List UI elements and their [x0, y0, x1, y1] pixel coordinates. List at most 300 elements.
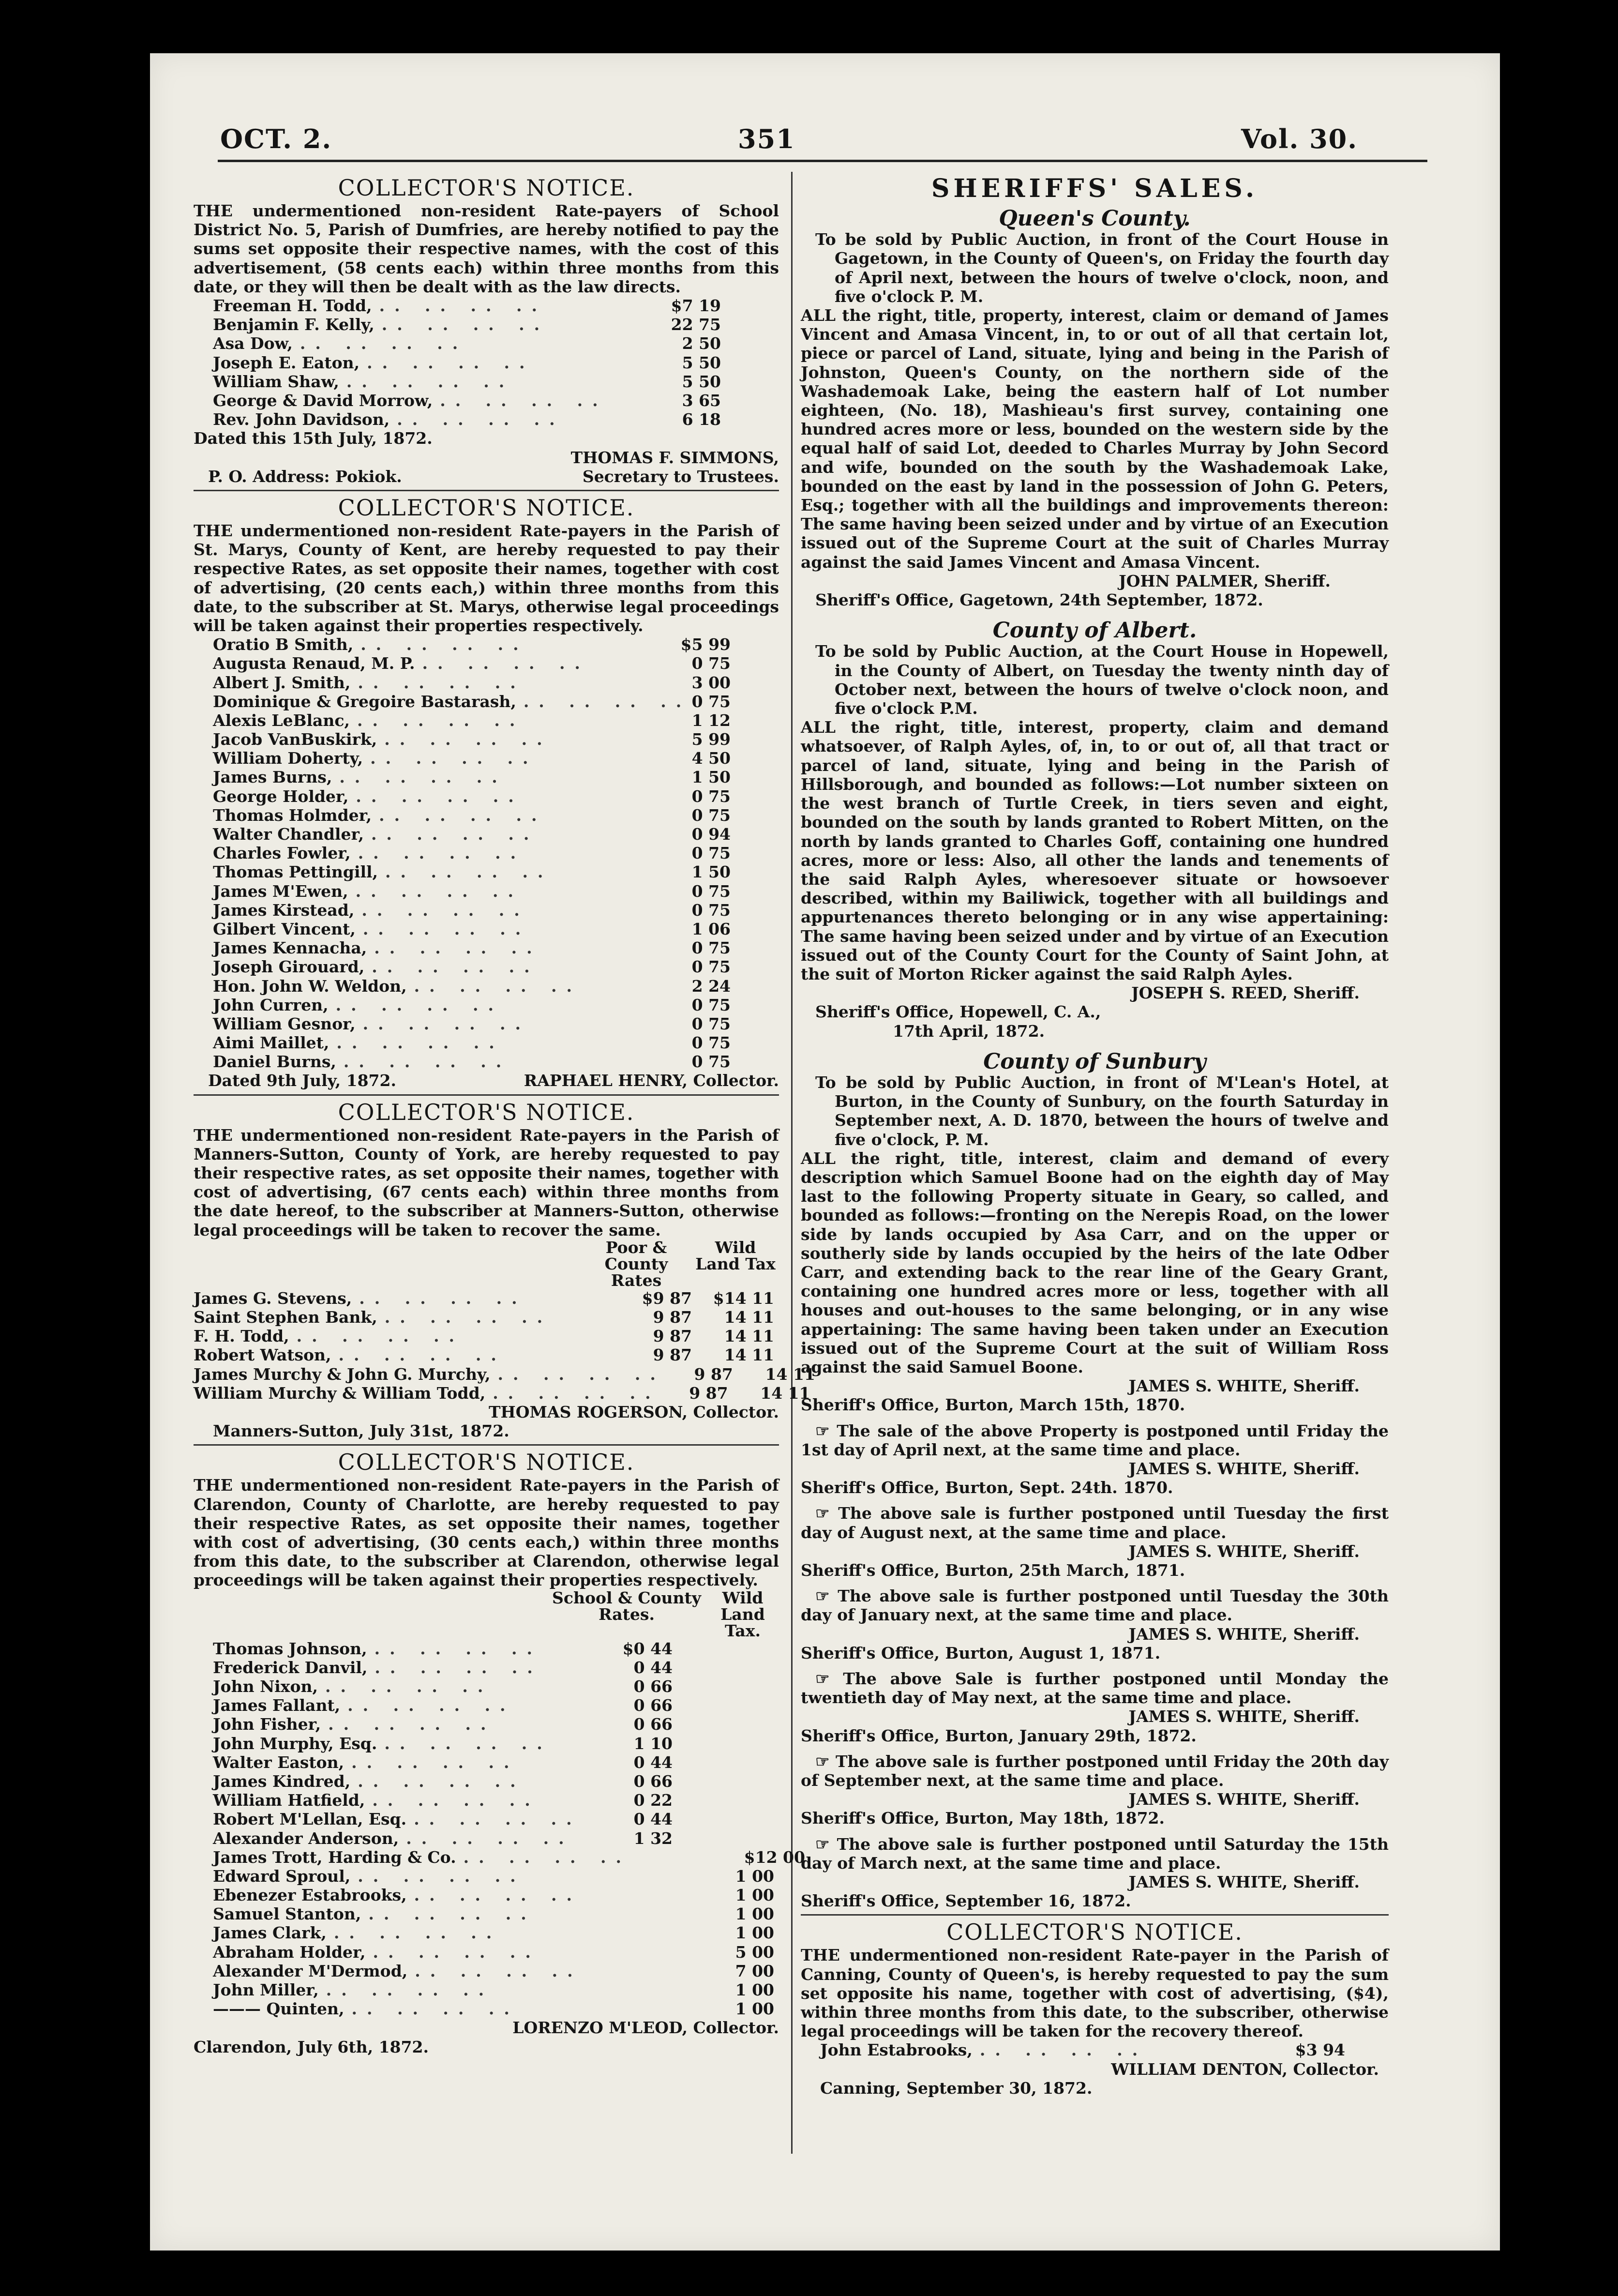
table-row [194, 1345, 774, 1364]
ratepayer-name: George & David Morrow, [213, 391, 433, 410]
ratepayer-name: Charles Fowler, [213, 844, 351, 863]
rates-heading [547, 1590, 706, 1639]
leader-dots: .. .. .. .. [362, 919, 531, 938]
sale-body: ALL the right, title, interest, property, claim and demand whatsoever, of Ralph Ayles, of, in, to or out of, all that tract or parcel of land, situate, lying and being in the Parish of Hillsborough, and bounded as follows:—Lot number sixteen on the west branch of Turtle Creek, in tiers seven and eight, bounded on the south by lands granted to Robert Mitten, on the north by lands granted to Charles Goff, containing one hundred acres, more or less: Also, all other the lands and tenements of the said Ralph Ayles, wheresoever situate or howsoever described, within my Bailiwick, together with all buildings and appurtenances thereto belonging or in any wise appertaining: The same having been seized under and by virtue of an Execution issued out of the County Court for the County of Saint John, at the suit of Morton Ricker against the said Ralph Ayles. [801, 718, 1389, 983]
ratepayer-name: James Kennacha, [213, 938, 367, 958]
ratepayer-land-tax: $12 00 [744, 1847, 805, 1867]
ratepayer-land-tax: 5 00 [735, 1942, 774, 1962]
sale-body: ALL the right, title, property, interest, claim or demand of James Vincent and Amasa Vincent, in, to or out of all that certain lot, piece or parcel of Land, situate, lying and being in the Parish of Johnston, Queen's County, on the northern side of the Washademoak Lake, being the eastern half of Lot number eighteen, (No. 18), Mashieau's first survey, containing one hundred acres more or less, bounded on the western side by the equal half of said Lot, deeded to Charles Murray by John Secord and wife, bounded on the south by the Washademoak Lake, bounded on the east by land in the possession of John G. Peters, Esq.; together with all the buildings and improvements thereon: The same having been seized under and by virtue of an Execution issued out of the Supreme Court at the suit of Charles Murray against the said James Vincent and Amasa Vincent. [801, 306, 1389, 572]
tax-heading [692, 1239, 779, 1289]
sheriff-office: Sheriff's Office, Burton, 25th March, 1871. [801, 1561, 1185, 1580]
leader-dots: .. .. .. .. [300, 334, 468, 353]
ratepayer-name: James M'Ewen, [213, 881, 348, 901]
postponement-notice [801, 1586, 1389, 1662]
ratepayer-rates: 0 44 [633, 1810, 673, 1829]
ratepayer-land-tax: 1 00 [735, 1904, 774, 1924]
sheriff-signature: JAMES S. WHITE, Sheriff. [1128, 1624, 1360, 1644]
notice-dated: Clarendon, July 6th, 1872. [194, 2037, 429, 2056]
notice-signer: LORENZO M'LEOD, Collector. [512, 2018, 779, 2038]
pointing-hand-icon: ☞ [815, 1504, 830, 1523]
ratepayer-name: Saint Stephen Bank, [194, 1308, 377, 1327]
ratepayer-rates: $9 87 [642, 1288, 692, 1308]
sheriffs-sales-title: SHERIFFS' SALES. [931, 174, 1258, 203]
ratepayer-rates: 0 22 [633, 1791, 673, 1810]
leader-dots: .. .. .. .. [523, 692, 691, 711]
ratepayer-name: Abraham Holder, [213, 1942, 366, 1962]
table-row [213, 1658, 774, 1677]
collector-notice-clarendon [194, 1449, 805, 2056]
ratepayer-name: Augusta Renaud, M. P. [213, 654, 415, 673]
table-row [213, 334, 721, 353]
ratepayer-rates: 1 10 [633, 1734, 673, 1753]
leader-dots: .. .. .. .. [343, 1052, 511, 1072]
table-row [213, 1847, 805, 1867]
table-row [213, 1923, 774, 1942]
table-row [194, 1289, 774, 1308]
sale-queens-county [801, 206, 1389, 610]
notice-separator [801, 1914, 1389, 1916]
leader-dots: .. .. .. .. [347, 1696, 515, 1715]
sheriff-office: Sheriff's Office, Burton, August 1, 1871. [801, 1643, 1161, 1662]
ratepayer-amount: 0 94 [691, 825, 731, 844]
ratepayer-rates: 9 87 [653, 1327, 692, 1346]
ratepayer-land-tax [673, 1658, 774, 1677]
postponement-text [801, 1835, 1389, 1873]
sheriff-office: Sheriff's Office, Hopewell, C. A., [815, 1002, 1101, 1022]
notice-signer: WILLIAM DENTON, Collector. [1111, 2059, 1379, 2079]
address-line [194, 467, 779, 486]
ratepayer-name: Walter Chandler, [213, 825, 364, 844]
ratepayer-amount: $5 99 [680, 635, 731, 654]
ratepayer-rates [600, 1886, 673, 1904]
sale-intro: To be sold by Public Auction, in front of the Court House in Gagetown, in the County of Queen's, on Friday the fourth day of April next, between the hours of twelve o'clock, noon, and five o'clock P. M. [815, 230, 1389, 306]
table-row [213, 1715, 774, 1734]
table-row [213, 1810, 774, 1828]
leader-dots: .. .. .. .. [358, 1866, 525, 1886]
table-row [213, 673, 731, 692]
leader-dots: .. .. .. .. [384, 1734, 552, 1753]
ratepayer-amount: 0 75 [691, 938, 731, 958]
sheriff-office: Sheriff's Office, September 16, 1872. [801, 1891, 1131, 1911]
ratepayer-amount: 0 75 [691, 900, 731, 920]
ratepayer-name: Gilbert Vincent, [213, 919, 356, 938]
leader-dots: .. .. .. .. [497, 1364, 665, 1384]
ratepayer-name: Freeman H. Todd, [213, 296, 372, 316]
ratepayer-amount: 1 06 [691, 919, 731, 938]
ratepayer-name: Thomas Holmder, [213, 805, 372, 825]
postponement-text [801, 1752, 1389, 1790]
ratepayer-amount: 5 50 [682, 353, 721, 372]
table-row [213, 749, 731, 768]
left-column [194, 174, 815, 2056]
ratepayer-name: Daniel Burns, [213, 1052, 336, 1072]
ratepayer-land-tax: $14 11 [713, 1288, 774, 1308]
ratepayer-land-tax [673, 1791, 774, 1810]
collector-notice-canning [801, 1918, 1389, 2098]
ratepayer-name: William Hatfield, [213, 1791, 365, 1810]
pointing-hand-icon: ☞ [815, 1421, 830, 1440]
sale-county-sunbury [801, 1049, 1389, 1911]
volume-number: Vol. 30. [1241, 123, 1358, 154]
ratepayer-name: Hon. John W. Weldon, [213, 976, 407, 996]
ratepayer-amount: 4 50 [691, 749, 731, 768]
notice-separator [194, 1094, 779, 1096]
ratepayer-name: James Kirstead, [213, 900, 355, 920]
ratepayer-rates: 1 32 [633, 1828, 673, 1848]
table-row [213, 410, 721, 429]
ratepayer-land-tax [673, 1810, 774, 1828]
sheriff-signature: JAMES S. WHITE, Sheriff. [1128, 1459, 1360, 1478]
leader-dots: .. .. .. .. [493, 1383, 660, 1403]
tax-heading-line1: Wild [715, 1238, 756, 1257]
leader-dots: .. .. .. .. [358, 1771, 525, 1791]
table-row [194, 1364, 815, 1384]
table-row [213, 920, 731, 938]
leader-dots: .. .. .. .. [422, 654, 590, 673]
leader-dots: .. .. .. .. [414, 976, 582, 996]
table-row [194, 1383, 810, 1403]
leader-dots: .. .. .. .. [333, 1923, 502, 1943]
table-row [213, 1791, 774, 1810]
leader-dots: .. .. .. .. [440, 391, 608, 410]
table-row [213, 862, 731, 881]
table-row [213, 901, 731, 920]
notice-title: COLLECTOR'S NOTICE. [338, 175, 635, 201]
sheriff-signature: JOHN PALMER, Sheriff. [1119, 571, 1331, 590]
leader-dots: .. .. .. .. [358, 673, 525, 692]
notice-body: THE undermentioned non-resident Rate-payers in the Parish of Manners-Sutton, County of York, are hereby requested to pay their respective rates, as set opposite their names, together with cost of advertising, (67 cents each) within three months from the date hereof, to the subscriber at Manners-Sutton, otherwise legal proceedings will be taken to recover the same. [194, 1125, 779, 1239]
collector-notice-dumfries [194, 174, 779, 486]
signer-role: Secretary to Trustees. [582, 467, 779, 486]
table-row [213, 391, 721, 410]
notice-separator [194, 490, 779, 491]
notice-signer: RAPHAEL HENRY, Collector. [524, 1071, 779, 1090]
postponement-body: The above Sale is further postponed until Monday the twentieth day of May next, at the same time and place. [801, 1669, 1389, 1707]
notice-dated: Canning, September 30, 1872. [820, 2078, 1093, 2098]
ratepayer-land-tax [673, 1772, 774, 1791]
leader-dots: .. .. .. .. [379, 805, 547, 825]
notice-body: THE undermentioned non-resident Rate-payer in the Parish of Canning, County of Queen's, is hereby requested to pay the sum set opposite his name, together with cost of advertising, ($4), within three months from this date, to the subscriber, otherwise legal proceedings will be taken for the recovery thereof. [801, 1946, 1389, 2041]
postponement-list [801, 1421, 1389, 1911]
ratepayer-land-tax [673, 1639, 774, 1658]
dated-line [194, 1071, 779, 1090]
table-row [213, 977, 731, 996]
collector-notice-st-marys [194, 494, 779, 1090]
leader-dots: .. .. .. .. [325, 1677, 493, 1696]
ratepayer-rates [600, 1904, 673, 1923]
leader-dots: .. .. .. .. [357, 710, 525, 730]
leader-dots: .. .. .. .. [372, 1791, 540, 1810]
ratepayer-land-tax [673, 1734, 774, 1753]
ratepayer-name: Asa Dow, [213, 334, 293, 353]
ratepayer-name: Alexis LeBlanc, [213, 710, 350, 730]
table-row [213, 654, 731, 673]
leader-dots: .. .. .. .. [326, 1980, 494, 2000]
ratepayer-amount: 0 75 [691, 1033, 731, 1053]
leader-dots: .. .. .. .. [381, 315, 550, 334]
leader-dots: .. .. .. .. [360, 635, 528, 654]
leader-dots: .. .. .. .. [336, 1033, 504, 1053]
rates-heading-line2: Rates. [599, 1604, 655, 1624]
table-row [213, 1962, 774, 1980]
table-row [194, 1327, 774, 1345]
ratepayer-amount: 3 65 [682, 391, 721, 410]
table-row [213, 296, 721, 315]
ratepayer-name: Samuel Stanton, [213, 1904, 361, 1924]
ratepayer-land-tax: 1 00 [735, 1886, 774, 1905]
leader-dots: .. .. .. .. [374, 1639, 542, 1658]
ratepayer-name: James Burns, [213, 768, 332, 787]
notice-body: THE undermentioned non-resident Rate-payers in the Parish of St. Marys, County of Kent, are hereby requested to pay their respective Rates, as set opposite their names, together with cost of advertising, (20 cents each,) within three months from this date, to the subscriber at St. Marys, otherwise legal proceedings will be taken against their properties respectively. [194, 521, 779, 635]
postponement-text [801, 1669, 1389, 1707]
collector-notice-manners-sutton [194, 1099, 815, 1441]
ratepayer-rates [600, 1980, 673, 1999]
ratepayer-name: John Curren, [213, 995, 329, 1014]
ratepayer-land-tax: 1 00 [735, 1980, 774, 2000]
leader-dots: .. .. .. .. [346, 372, 514, 391]
ratepayer-rates: 0 66 [633, 1771, 673, 1791]
ratepayer-name: John Murphy, Esq. [213, 1734, 377, 1753]
ratepayer-name: John Estabrooks, [820, 2040, 973, 2060]
leader-dots: .. .. .. .. [414, 1886, 582, 1905]
leader-dots: .. .. .. .. [359, 1288, 527, 1308]
rates-heading-line1: School & County [552, 1588, 701, 1607]
ratepayer-amount: 0 75 [691, 881, 731, 901]
ratepayer-rates: 0 44 [633, 1658, 673, 1677]
ratepayer-rates: 0 66 [633, 1715, 673, 1734]
leader-dots: .. .. .. .. [367, 353, 535, 372]
ratepayer-name: Benjamin F. Kelly, [213, 315, 375, 334]
leader-dots: .. .. .. .. [335, 995, 503, 1014]
ratepayer-name: John Nixon, [213, 1677, 318, 1696]
rates-heading-line1: Poor & County [604, 1238, 668, 1273]
notice-title: COLLECTOR'S NOTICE. [338, 1099, 635, 1125]
table-row [213, 692, 731, 711]
ratepayer-land-tax [673, 1696, 774, 1715]
postponement-notice [801, 1835, 1389, 1911]
ratepayer-amount: 0 75 [691, 786, 731, 806]
ratepayer-amount: $3 94 [1295, 2040, 1345, 2060]
table-row [213, 996, 731, 1014]
ratepayer-amount: 1 50 [691, 768, 731, 787]
leader-dots: .. .. .. .. [370, 749, 538, 768]
ratepayer-amount: $7 19 [671, 296, 721, 316]
column-headings [194, 1590, 779, 1639]
ratepayer-name: William Shaw, [213, 372, 339, 391]
pointing-hand-icon: ☞ [815, 1752, 830, 1771]
pointing-hand-icon: ☞ [815, 1834, 830, 1854]
leader-dots: .. .. .. .. [358, 844, 526, 863]
leader-dots: .. .. .. .. [296, 1327, 464, 1346]
ratepayer-land-tax: 14 11 [760, 1383, 810, 1403]
right-column [801, 174, 1389, 2098]
sheriff-signature: JAMES S. WHITE, Sheriff. [1128, 1376, 1360, 1396]
tax-heading-line2: Land Tax. [720, 1604, 765, 1640]
sale-intro: To be sold by Public Auction, at the Court House in Hopewell, in the County of Albert, on Tuesday the twenty ninth day of October next, between the hours of twelve o'clock noon, and five o'clock P.M. [815, 642, 1389, 718]
leader-dots: .. .. .. .. [384, 730, 552, 749]
table-row [213, 1677, 774, 1696]
ratepayer-land-tax [673, 1715, 774, 1734]
ratepayer-rates [600, 1962, 673, 1980]
ratepayer-name: Frederick Danvil, [213, 1658, 368, 1677]
ratepayer-name: James Fallant, [213, 1696, 341, 1715]
ratepayer-rates [600, 1999, 673, 2018]
table-row [213, 635, 731, 654]
leader-dots: .. .. .. .. [356, 786, 524, 806]
tax-heading [706, 1590, 779, 1639]
ratepayer-land-tax: 14 11 [765, 1364, 815, 1384]
ratepayer-name: Oratio B Smith, [213, 635, 354, 654]
ratepayer-name: James Murchy & John G. Murchy, [194, 1364, 491, 1384]
sheriff-signature: JAMES S. WHITE, Sheriff. [1128, 1541, 1360, 1561]
ratepayer-amount: 0 75 [691, 844, 731, 863]
ratepayer-rates: $0 44 [622, 1639, 673, 1658]
table-row [213, 768, 731, 786]
rates-heading [581, 1239, 692, 1289]
ratepayer-rates: 9 87 [694, 1364, 733, 1384]
sheriff-signature: JAMES S. WHITE, Sheriff. [1128, 1873, 1360, 1892]
spacer [801, 1041, 1389, 1047]
po-address: P. O. Address: Pokiok. [208, 467, 402, 486]
ratepayer-amount: 0 75 [691, 1052, 731, 1072]
leader-dots: .. .. .. .. [385, 862, 553, 882]
ratepayer-amount: 0 75 [691, 957, 731, 977]
ratepayer-name: James Clark, [213, 1923, 327, 1943]
tax-heading-line2: Land Tax [695, 1254, 776, 1273]
table-row [213, 787, 731, 806]
ratepayer-amount: 22 75 [671, 315, 721, 334]
table-row [213, 1753, 774, 1772]
notice-separator [194, 1444, 779, 1446]
notice-title: COLLECTOR'S NOTICE. [946, 1919, 1243, 1946]
notice-dated: Dated 9th July, 1872. [208, 1071, 396, 1090]
ratepayer-name: Alexander Anderson, [213, 1828, 399, 1848]
section-heading: County of Albert. [992, 618, 1197, 643]
leader-dots: .. .. .. .. [328, 1715, 496, 1734]
ratepayer-name: George Holder, [213, 786, 349, 806]
ratepayer-amount: 5 99 [691, 730, 731, 749]
ratepayer-name: Edward Sproul, [213, 1866, 351, 1886]
table-row [213, 825, 731, 844]
ratepayer-land-tax: 14 11 [724, 1327, 774, 1346]
sale-intro: To be sold by Public Auction, in front of M'Lean's Hotel, at Burton, in the County of Sunbury, on the fourth Saturday in September next, A. D. 1870, between the hours of twelve and five o'clock, P. M. [815, 1072, 1389, 1149]
table-row [213, 1772, 774, 1791]
ratepayer-name: James G. Stevens, [194, 1288, 352, 1308]
postponement-text [801, 1504, 1389, 1541]
pointing-hand-icon: ☞ [815, 1586, 830, 1606]
ratepayer-name: John Fisher, [213, 1715, 321, 1734]
ratepayer-name: James Trott, Harding & Co. [213, 1847, 456, 1867]
ratepayer-land-tax: 1 00 [735, 1866, 774, 1886]
table-row [213, 711, 731, 730]
ratepayer-rates: 9 87 [653, 1308, 692, 1327]
ratepayer-name: F. H. Todd, [194, 1327, 289, 1346]
sheriff-signature: JOSEPH S. REED, Sheriff. [1131, 983, 1360, 1003]
leader-dots: .. .. .. .. [379, 296, 547, 316]
ratepayer-rates: 0 66 [633, 1696, 673, 1715]
ratepayer-name: Robert Watson, [194, 1345, 331, 1365]
ratepayer-amount: 0 75 [691, 654, 731, 673]
table-row [213, 844, 731, 862]
ratepayer-name: Ebenezer Estabrooks, [213, 1886, 407, 1905]
leader-dots: .. .. .. .. [339, 768, 507, 787]
sheriff-office-date: 17th April, 1872. [893, 1021, 1045, 1041]
spacer [801, 609, 1389, 616]
ratepayer-rates: 0 66 [633, 1677, 673, 1696]
leader-dots: .. .. .. .. [362, 1014, 531, 1033]
ratepayer-name: Robert M'Lellan, Esq. [213, 1810, 407, 1829]
ratepayer-amount: 0 75 [691, 995, 731, 1014]
issue-date: OCT. 2. [220, 123, 332, 154]
rates-heading-line2: Rates [611, 1270, 662, 1290]
ratepayer-land-tax: 14 11 [724, 1308, 774, 1327]
section-heading: Queen's County. [999, 206, 1191, 231]
leader-dots: .. .. .. .. [338, 1345, 506, 1365]
ratepayer-name: Thomas Pettingill, [213, 862, 378, 882]
ratepayer-land-tax [673, 1753, 774, 1772]
table-row [213, 1943, 774, 1962]
leader-dots: .. .. .. .. [414, 1810, 582, 1829]
table-row [213, 957, 731, 976]
sale-county-albert [801, 618, 1389, 1041]
leader-dots: .. .. .. .. [463, 1847, 631, 1867]
table-row [213, 1033, 731, 1052]
ratepayer-name: Rev. John Davidson, [213, 410, 390, 429]
ratepayer-name: Aimi Maillet, [213, 1033, 330, 1053]
sheriff-office: Sheriff's Office, Burton, Sept. 24th. 1870. [801, 1478, 1173, 1497]
ratepayer-name: William Doherty, [213, 749, 363, 768]
table-row [213, 882, 731, 901]
column-headings [194, 1239, 779, 1289]
ratepayer-name: William Gesnor, [213, 1014, 356, 1033]
table-row [213, 372, 721, 391]
postponement-body: The above sale is further postponed until Tuesday the first day of August next, at the same time and place. [801, 1504, 1389, 1542]
table-row [213, 1980, 774, 1999]
ratepayer-row [801, 2040, 1389, 2059]
table-row [213, 1829, 774, 1848]
ratepayer-name: Jacob VanBuskirk, [213, 730, 377, 749]
tax-heading-line1: Wild [722, 1588, 764, 1607]
ratepayer-rates [600, 1943, 673, 1962]
ratepayer-list [194, 296, 779, 429]
notice-title: COLLECTOR'S NOTICE. [338, 494, 635, 521]
leader-dots: .. .. .. .. [351, 1999, 519, 2019]
ratepayer-amount: 0 75 [691, 805, 731, 825]
table-row [213, 1904, 774, 1923]
ratepayer-amount: 2 50 [682, 334, 721, 353]
newspaper-page [150, 53, 1500, 2251]
leader-dots: .. .. .. .. [361, 900, 529, 920]
ratepayer-land-tax [673, 1677, 774, 1696]
sheriff-signature: JAMES S. WHITE, Sheriff. [1128, 1790, 1360, 1809]
leader-dots: .. .. .. .. [415, 1961, 583, 1980]
ratepayer-amount: 6 18 [682, 410, 721, 429]
ratepayer-list [194, 635, 779, 1071]
ratepayer-amount: 5 50 [682, 372, 721, 391]
ratepayer-rates: 9 87 [653, 1345, 692, 1365]
ratepayer-name: James Kindred, [213, 1771, 351, 1791]
ratepayer-amount: 3 00 [691, 673, 731, 692]
postponement-body: The above sale is further postponed until Friday the 20th day of September next, at the same time and place. [801, 1752, 1389, 1790]
notice-dated: Manners-Sutton, July 31st, 1872. [213, 1421, 509, 1441]
sale-body: ALL the right, title, interest, claim and demand of every description which Samuel Boone had on the eighth day of May last to the following Property situate in Geary, so called, and bounded as follows:—fronting on the Nerepis Road, on the lower side by lands occupied by Asa Carr, and on the upper or southerly side by lands occupied by the heirs of the late Odber Carr, and extending back to the rear line of the Geary Grant, containing one hundred acres more or less, together with all houses and out-houses to the same belonging, or in any wise appertaining: The same having been taken under an Execution issued out of the Supreme Court at the suit of William Ross against the said Samuel Boone. [801, 1148, 1389, 1376]
leader-dots: .. .. .. .. [371, 825, 539, 844]
ratepayer-amount: 1 50 [691, 862, 731, 882]
postponement-notice [801, 1752, 1389, 1828]
sheriff-office: Sheriff's Office, Gagetown, 24th September, 1872. [815, 590, 1263, 610]
leader-dots: .. .. .. .. [368, 1904, 536, 1924]
table-row [194, 1308, 774, 1327]
